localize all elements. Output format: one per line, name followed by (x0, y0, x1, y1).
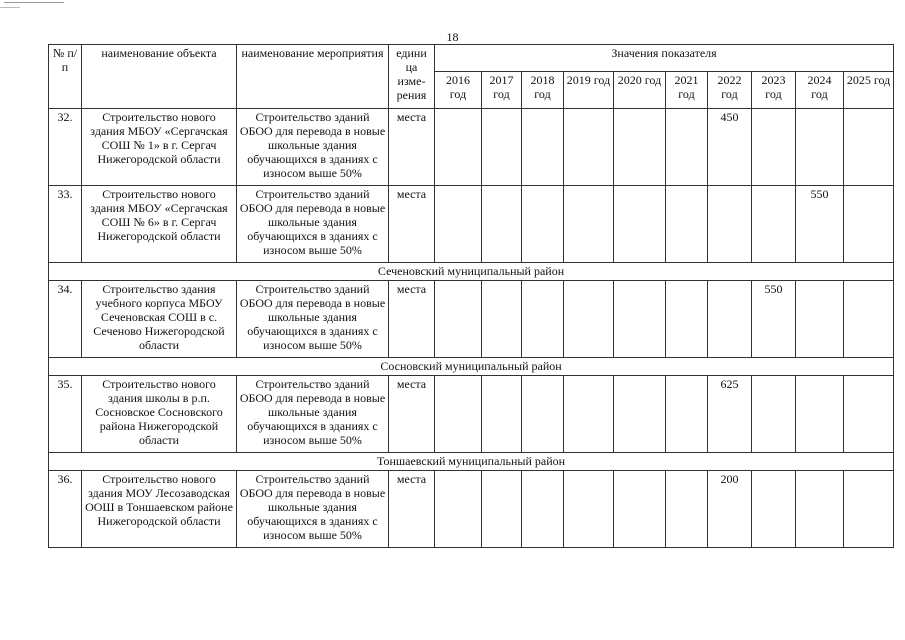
section-title: Тоншаевский муниципальный район (49, 453, 894, 471)
value-2022 (708, 281, 752, 358)
value-2018 (522, 281, 564, 358)
year-2016: 2016 год (435, 72, 482, 109)
table-row (49, 109, 894, 186)
header-object: наименование объекта (82, 45, 237, 109)
unit-cell: места (389, 471, 435, 548)
value-2017 (482, 471, 522, 548)
value-2017 (482, 186, 522, 263)
unit-cell: места (389, 186, 435, 263)
value-2019 (564, 376, 614, 453)
value-2020 (614, 471, 666, 548)
value-2018 (522, 109, 564, 186)
unit-cell: места (389, 109, 435, 186)
unit-cell: места (389, 376, 435, 453)
value-2023 (752, 376, 796, 453)
row-number: 36. (49, 471, 82, 548)
value-2025 (844, 281, 894, 358)
value-2016 (435, 109, 482, 186)
header-row (49, 45, 894, 72)
value-2017 (482, 281, 522, 358)
value-2019 (564, 109, 614, 186)
value-2016 (435, 471, 482, 548)
value-2019 (564, 281, 614, 358)
value-2025 (844, 109, 894, 186)
value-2020 (614, 376, 666, 453)
year-2019: 2019 год (564, 72, 614, 109)
header-unit: едини ца изме- рения (389, 45, 435, 109)
year-2025: 2025 год (844, 72, 894, 109)
value-2023 (752, 471, 796, 548)
scan-mark (0, 7, 20, 8)
value-2018 (522, 376, 564, 453)
object-name: Строительство здания учебного корпуса МБОУ Сеченовская СОШ в с. Сеченово Нижегородской области (82, 281, 237, 358)
measure-name: Строительство зданий ОБОО для перевода в новые школьные здания обучающихся в зданиях с износом выше 50% (237, 471, 389, 548)
value-2022: 450 (708, 109, 752, 186)
value-2018 (522, 186, 564, 263)
value-2022: 200 (708, 471, 752, 548)
value-2016 (435, 376, 482, 453)
object-name: Строительство нового здания школы в р.п. Сосновское Сосновского района Нижегородской области (82, 376, 237, 453)
table-row (49, 186, 894, 263)
table-row (49, 471, 894, 548)
value-2021 (666, 471, 708, 548)
section-title: Сеченовский муниципальный район (49, 263, 894, 281)
value-2021 (666, 186, 708, 263)
value-2020 (614, 281, 666, 358)
value-2016 (435, 281, 482, 358)
value-2024 (796, 281, 844, 358)
value-2017 (482, 109, 522, 186)
value-2022: 625 (708, 376, 752, 453)
unit-cell: места (389, 281, 435, 358)
object-name: Строительство нового здания МБОУ «Сергачская СОШ № 6» в г. Сергач Нижегородской области (82, 186, 237, 263)
measure-name: Строительство зданий ОБОО для перевода в новые школьные здания обучающихся в зданиях с износом выше 50% (237, 186, 389, 263)
year-2024: 2024 год (796, 72, 844, 109)
year-2021: 2021 год (666, 72, 708, 109)
year-2018: 2018 год (522, 72, 564, 109)
value-2021 (666, 281, 708, 358)
section-row (49, 358, 894, 376)
value-2017 (482, 376, 522, 453)
value-2024 (796, 109, 844, 186)
section-row (49, 263, 894, 281)
value-2024 (796, 376, 844, 453)
indicators-table (48, 44, 894, 548)
value-2023: 550 (752, 281, 796, 358)
section-row (49, 453, 894, 471)
value-2021 (666, 109, 708, 186)
value-2016 (435, 186, 482, 263)
year-2022: 2022 год (708, 72, 752, 109)
object-name: Строительство нового здания МОУ Лесозаводская ООШ в Тоншаевском районе Нижегородской области (82, 471, 237, 548)
row-number: 34. (49, 281, 82, 358)
value-2024: 550 (796, 186, 844, 263)
row-number: 35. (49, 376, 82, 453)
page-number: 18 (446, 30, 459, 44)
measure-name: Строительство зданий ОБОО для перевода в новые школьные здания обучающихся в зданиях с износом выше 50% (237, 376, 389, 453)
year-2017: 2017 год (482, 72, 522, 109)
value-2024 (796, 471, 844, 548)
value-2025 (844, 376, 894, 453)
value-2019 (564, 186, 614, 263)
value-2025 (844, 471, 894, 548)
value-2025 (844, 186, 894, 263)
value-2023 (752, 109, 796, 186)
value-2018 (522, 471, 564, 548)
measure-name: Строительство зданий ОБОО для перевода в новые школьные здания обучающихся в зданиях с износом выше 50% (237, 109, 389, 186)
value-2019 (564, 471, 614, 548)
table-row (49, 281, 894, 358)
measure-name: Строительство зданий ОБОО для перевода в новые школьные здания обучающихся в зданиях с износом выше 50% (237, 281, 389, 358)
header-measure: наименование мероприятия (237, 45, 389, 109)
value-2020 (614, 186, 666, 263)
year-2020: 2020 год (614, 72, 666, 109)
header-values: Значения показателя (435, 45, 894, 72)
value-2022 (708, 186, 752, 263)
value-2021 (666, 376, 708, 453)
row-number: 33. (49, 186, 82, 263)
table-row (49, 376, 894, 453)
value-2023 (752, 186, 796, 263)
section-title: Сосновский муниципальный район (49, 358, 894, 376)
header-num: № п/п (49, 45, 82, 109)
value-2020 (614, 109, 666, 186)
year-2023: 2023 год (752, 72, 796, 109)
scan-mark (4, 2, 64, 3)
row-number: 32. (49, 109, 82, 186)
object-name: Строительство нового здания МБОУ «Сергачская СОШ № 1» в г. Сергач Нижегородской области (82, 109, 237, 186)
